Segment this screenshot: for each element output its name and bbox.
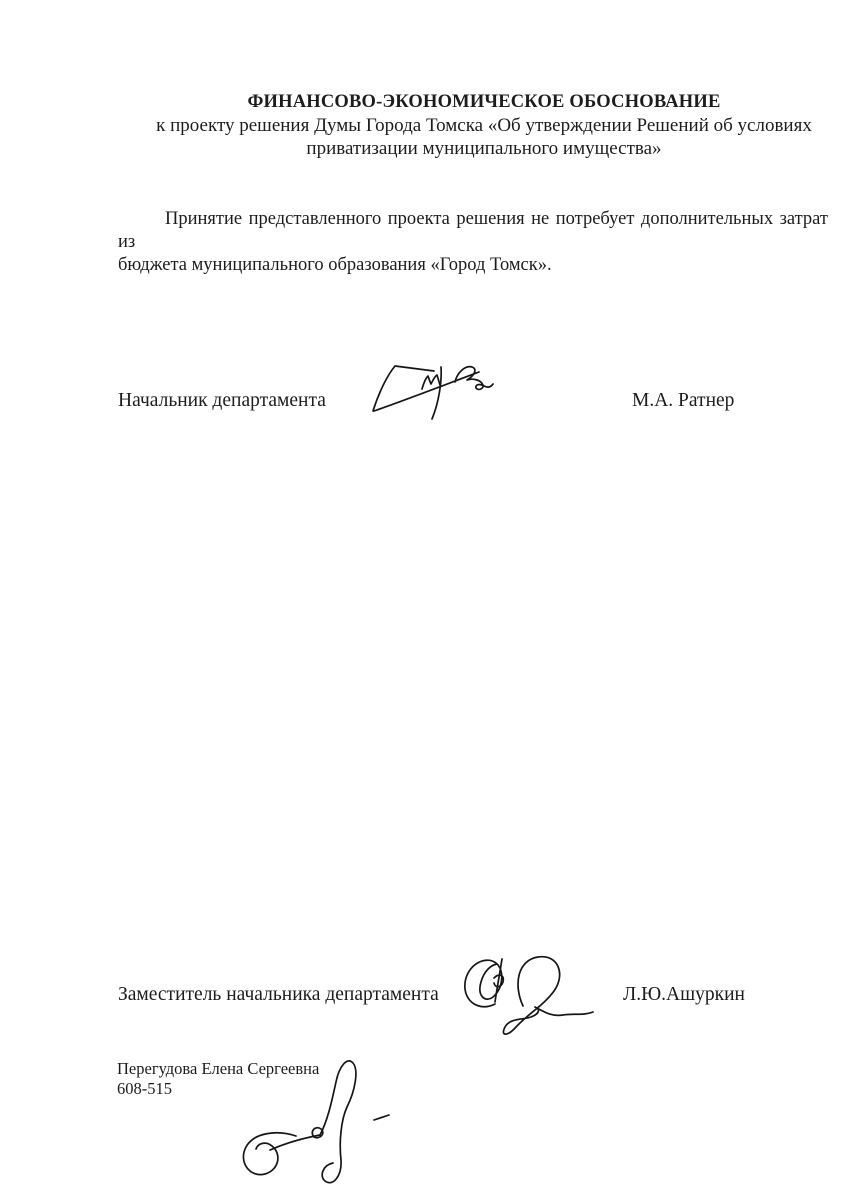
executor-phone: 608-515 [117,1078,172,1098]
signatory-name-ratner: М.А. Ратнер [632,390,735,411]
executor-name: Перегудова Елена Сергеевна [117,1059,320,1078]
body-paragraph [118,208,828,277]
position-label-deputy-head: Заместитель начальника департамента [118,984,439,1005]
document-title: ФИНАНСОВО-ЭКОНОМИЧЕСКОЕ ОБОСНОВАНИЕ [247,92,721,112]
signature-peregudova [230,1050,400,1190]
document-heading [118,91,850,160]
document-subtitle-line-2: приватизации муниципального имущества» [306,138,662,159]
signature-ashurkin [450,952,600,1047]
body-paragraph-line-1: Принятие представленного проекта решения не потребует дополнительных затрат из [118,209,828,252]
position-label-head-of-department: Начальник департамента [118,390,326,411]
signatory-name-ashurkin: Л.Ю.Ашуркин [623,984,745,1005]
signature-ratner [360,345,520,430]
body-paragraph-line-2: бюджета муниципального образования «Город Томск». [118,255,552,275]
document-subtitle-line-1: к проекту решения Думы Города Томска «Об утверждении Решений об условиях [156,115,812,136]
